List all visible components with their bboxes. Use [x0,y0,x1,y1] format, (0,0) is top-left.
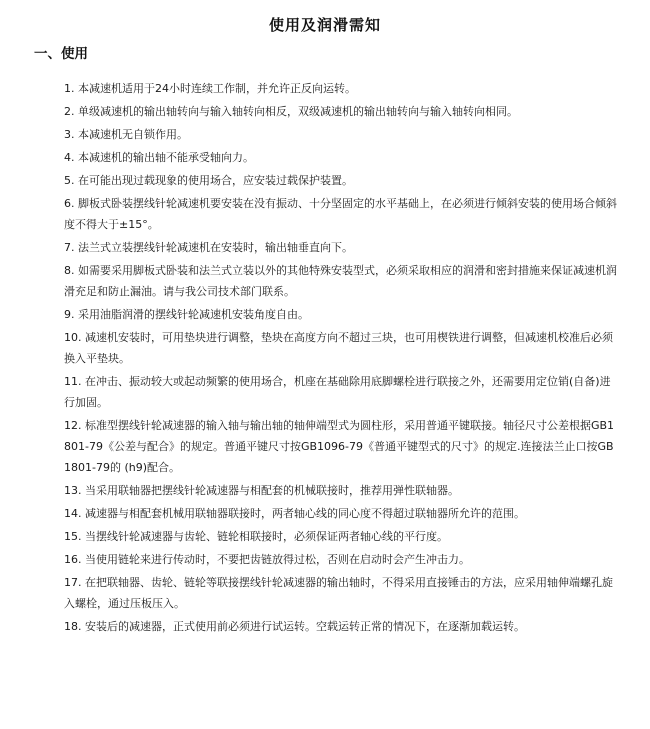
list-item: 18. 安装后的减速器，正式使用前必须进行试运转。空载运转正常的情况下，在逐渐加载运转。 [64,620,525,633]
list-item: 3. 本减速机无自锁作用。 [64,128,188,141]
list-item: 11. 在冲击、振动较大或起动频繁的使用场合，机座在基础除用底脚螺栓进行联接之外，还需要用定位销(自备)进行加固。 [64,375,611,409]
list-item: 12. 标准型摆线针轮减速器的输入轴与输出轴的轴伸端型式为圆柱形，采用普通平键联接。轴径尺寸公差根据GB1801-79《公差与配合》的规定。普通平键尺寸按GB1096-79《普通平键型式的尺寸》的规定.连接法兰止口按GB1801-79的 (h9)配合。 [64,419,615,474]
list-item: 9. 采用油脂润滑的摆线针轮减速机安装角度自由。 [64,308,309,321]
list-item: 10. 减速机安装时，可用垫块进行调整，垫块在高度方向不超过三块，也可用楔铁进行调整，但减速机校准后必须换入平垫块。 [64,331,613,365]
list-item: 14. 减速器与相配套机械用联轴器联接时，两者轴心线的同心度不得超过联轴器所允许的范围。 [64,507,525,520]
section-heading-usage: 一、使用 [34,46,88,62]
usage-instructions-list [64,78,619,639]
list-item: 8. 如需要采用脚板式卧装和法兰式立装以外的其他特殊安装型式，必须采取相应的润滑和密封措施来保证减速机润滑充足和防止漏油。请与我公司技术部门联系。 [64,264,617,298]
list-item: 13. 当采用联轴器把摆线针轮减速器与相配套的机械联接时，推荐用弹性联轴器。 [64,484,459,497]
document-title: 使用及润滑需知 [268,16,381,34]
list-item: 17. 在把联轴器、齿轮、链轮等联接摆线针轮减速器的输出轴时，不得采用直接锤击的方法，应采用轴伸端螺孔旋入螺栓，通过压板压入。 [64,576,613,610]
list-item: 1. 本减速机适用于24小时连续工作制，并允许正反向运转。 [64,82,356,95]
list-item: 6. 脚板式卧装摆线针轮减速机要安装在没有振动、十分坚固定的水平基础上，在必须进行倾斜安装的使用场合倾斜度不得大于±15°。 [64,197,617,231]
list-item: 2. 单级减速机的输出轴转向与输入轴转向相反，双级减速机的输出轴转向与输入轴转向相同。 [64,105,518,118]
list-item: 15. 当摆线针轮减速器与齿轮、链轮相联接时，必须保证两者轴心线的平行度。 [64,530,448,543]
list-item: 16. 当使用链轮来进行传动时，不要把齿链放得过松，否则在启动时会产生冲击力。 [64,553,470,566]
list-item: 4. 本减速机的输出轴不能承受轴向力。 [64,151,254,164]
list-item: 5. 在可能出现过载现象的使用场合，应安装过载保护装置。 [64,174,353,187]
list-item: 7. 法兰式立装摆线针轮减速机在安装时，输出轴垂直向下。 [64,241,353,254]
